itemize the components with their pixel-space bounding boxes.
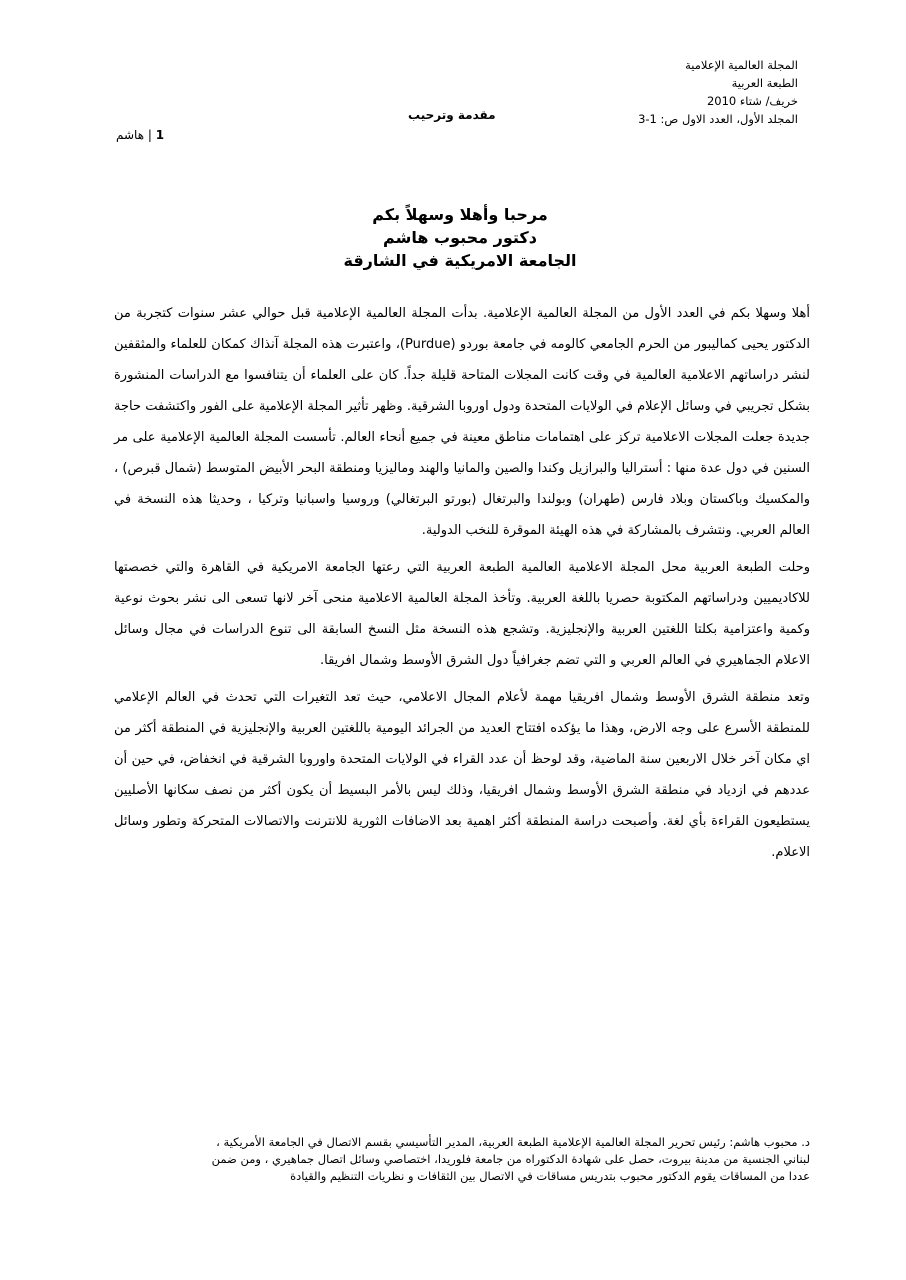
footnote-line-1: د. محبوب هاشم: رئيس تحرير المجلة العالمية الإعلامية الطبعة العربية، المدير التأسيسي بقسم الاتصال في الجامعة الأمريكية ، — [216, 1135, 810, 1149]
article-body — [114, 298, 810, 874]
title-affiliation: الجامعة الامريكية في الشارقة — [343, 251, 577, 270]
page-number-separator: | — [147, 128, 152, 142]
footnote-line-2: لبناني الجنسية من مدينة بيروت، حصل على شهادة الدكتوراه من جامعة فلوريدا، اختصاصي وسائل اتصال جماهيري ، ومن ضمن — [211, 1152, 810, 1166]
journal-season: خريف/ شتاء 2010 — [706, 94, 798, 108]
paragraph-1: أهلا وسهلا بكم في العدد الأول من المجلة العالمية الإعلامية. بدأت المجلة العالمية الإعلامية قبل حوالي عشر سنوات كتجربة من الدكتور يحيى كماليبور من الحرم الجامعي كالومه في جامعة بوردو (Purdue)، واعتبرت هذه المجلة آنذاك كمكان للعلماء والمثقفين لنشر دراساتهم الاعلامية العالمية في وقت كانت المجلات المتاحة قليلة جداً. كان على العلماء أن يتنافسوا مع الدراسات المنشورة بشكل تجريبي في وسائل الإعلام في الولايات المتحدة ودول اوروبا الشرقية. وظهر تأثير المجلة الإعلامية على الفور واكتشفت حاجة جديدة جعلت المجلات الاعلامية تركز على اهتمامات مناطق معينة في جميع أنحاء العالم. تأسست المجلة العالمية الإعلامية على مر السنين في دول عدة منها : أستراليا والبرازيل وكندا والصين والمانيا والهند وماليزيا ومنطقة البحر الأبيض المتوسط (شمال قبرص) ، والمكسيك وباكستان وبلاد فارس (طهران) وبولندا والبرتغال (بورتو البرتغالي) وروسيا واسبانيا وتركيا ، وحديثا هذه النسخة في العالم العربي. ونتشرف بالمشاركة في هذه الهيئة الموقرة للنخب الدولية. — [114, 306, 810, 538]
page-number-block — [116, 128, 164, 142]
journal-name: المجلة العالمية الإعلامية — [685, 58, 798, 72]
journal-volume-info: المجلد الأول، العدد الاول ص: 1-3 — [638, 112, 798, 126]
running-author: هاشم — [116, 128, 145, 142]
paragraph-2: وحلت الطبعة العربية محل المجلة الاعلامية العالمية الطبعة العربية التي رعتها الجامعة الامريكية في القاهرة والتي خصصتها للاكاديميين ودراساتهم المكتوبة حصريا باللغة العربية. وتأخذ المجلة العالمية الاعلامية منحى آخر لانها تسعى الى نشر بحوث نوعية وكمية واعتزامية بكلتا اللغتين العربية والإنجليزية. وتشجع هذه النسخة مثل النسخ السابقة الى تنوع الدراسات في مجال وسائل الاعلام الجماهيري في العالم العربي و التي تضم جغرافياً دول الشرق الأوسط وشمال افريقا. — [114, 560, 810, 668]
article-title — [0, 203, 906, 272]
section-title: مقدمة وترحيب — [408, 108, 496, 122]
title-greeting: مرحبا وأهلا وسهلاً بكم — [372, 205, 548, 224]
journal-header — [638, 56, 798, 128]
author-footnote — [110, 1134, 810, 1185]
footnote-line-3: عددا من المساقات يقوم الدكتور محبوب بتدريس مساقات في الاتصال بين الثقافات و نظريات التنظيم والقيادة — [290, 1169, 810, 1183]
journal-edition: الطبعة العربية — [731, 76, 798, 90]
title-author: دكتور محبوب هاشم — [383, 228, 537, 247]
page-number: 1 — [155, 128, 165, 142]
paragraph-3: وتعد منطقة الشرق الأوسط وشمال افريقيا مهمة لأعلام المجال الاعلامي، حيث تعد التغيرات التي تحدث في العالم الإعلامي للمنطقة الأسرع على وجه الارض، وهذا ما يؤكده افتتاح العديد من الجرائد اليومية باللغتين العربية والإنجليزية في المنطقة أكثر من اي مكان آخر خلال الاربعين سنة الماضية، وقد لوحظ أن عدد القراء في الولايات المتحدة واوروبا الشرقية في انخفاض، في حين أن عددهم في ازدياد في منطقة الشرق الأوسط وشمال افريقيا، وذلك ليس بالأمر البسيط أن يكون أكثر من نصف سكانها الأصليين يستطيعون القراءة بأي لغة. وأصبحت دراسة المنطقة أكثر اهمية بعد الاضافات الثورية للانترنت والاتصالات المتحركة وتطور وسائل الاعلام. — [114, 690, 810, 860]
